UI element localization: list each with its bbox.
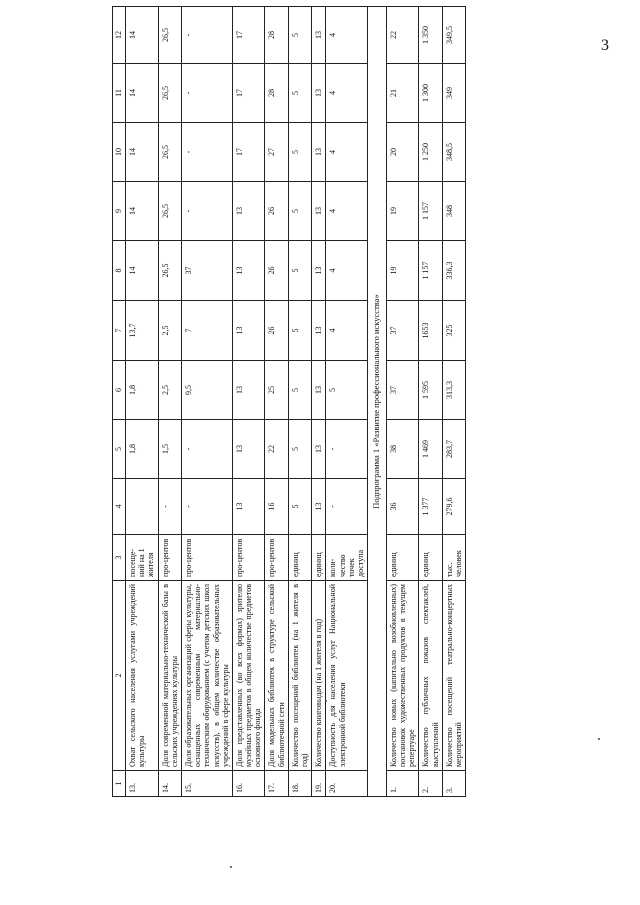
scan-speck <box>230 866 232 868</box>
column-header: 2 <box>113 581 126 771</box>
value-cell: 1 377 <box>419 479 442 535</box>
value-cell: 14 <box>126 64 159 123</box>
value-cell: 13 <box>312 420 326 479</box>
value-cell: - <box>326 420 368 479</box>
unit: тыс. человек <box>442 535 465 581</box>
value-cell: 17 <box>232 7 265 64</box>
value-cell: 5 <box>288 301 311 361</box>
unit: про-центов <box>181 535 232 581</box>
header-row <box>113 7 126 797</box>
scan-speck <box>325 700 327 702</box>
value-cell: 5 <box>288 7 311 64</box>
value-cell: 5 <box>288 361 311 420</box>
value-cell: 28 <box>265 7 288 64</box>
value-cell: 325 <box>442 301 465 361</box>
value-cell: 27 <box>265 123 288 182</box>
value-cell: 5 <box>326 361 368 420</box>
value-cell: 283,7 <box>442 420 465 479</box>
value-cell: - <box>181 420 232 479</box>
value-cell: - <box>181 7 232 64</box>
row-number: 15. <box>181 771 232 797</box>
unit: коли-чество точек доступа <box>326 535 368 581</box>
value-cell: 26,5 <box>158 64 181 123</box>
value-cell: 26 <box>265 241 288 301</box>
value-cell: 336,3 <box>442 241 465 301</box>
rotated-table-area <box>100 0 640 805</box>
row-number: 14. <box>158 771 181 797</box>
unit: посеще-ний на 1 жителя <box>126 535 159 581</box>
value-cell: 37 <box>386 361 419 420</box>
value-cell: 1 157 <box>419 241 442 301</box>
value-cell: 13,7 <box>126 301 159 361</box>
value-cell: 1 250 <box>419 123 442 182</box>
value-cell: 9,5 <box>181 361 232 420</box>
value-cell: 1 350 <box>419 7 442 64</box>
value-cell: 13 <box>232 479 265 535</box>
row-number: 13. <box>126 771 159 797</box>
column-header: 10 <box>113 123 126 182</box>
column-header: 7 <box>113 301 126 361</box>
value-cell: 13 <box>312 7 326 64</box>
value-cell: 279,6 <box>442 479 465 535</box>
value-cell: 5 <box>288 182 311 241</box>
value-cell: 1 469 <box>419 420 442 479</box>
value-cell: 4 <box>326 64 368 123</box>
value-cell: 38 <box>386 420 419 479</box>
value-cell: 17 <box>232 123 265 182</box>
value-cell: 13 <box>312 241 326 301</box>
value-cell: 1 300 <box>419 64 442 123</box>
value-cell: 1653 <box>419 301 442 361</box>
value-cell: 4 <box>326 123 368 182</box>
indicator-name: Количество публичных показов спектаклей, выступлений <box>419 581 442 771</box>
value-cell: 20 <box>386 123 419 182</box>
indicator-name: Количество посещений библиотек (на 1 жителя в год) <box>288 581 311 771</box>
column-header: 12 <box>113 7 126 64</box>
column-header: 9 <box>113 182 126 241</box>
row-number: 18. <box>288 771 311 797</box>
subprogram-title: Подпрограмма 1 «Развитие профессионального искусства» <box>368 7 387 797</box>
table-row <box>288 7 311 797</box>
value-cell: - <box>181 479 232 535</box>
value-cell: 37 <box>181 241 232 301</box>
indicator-name: Количество посещений театрально-концертных мероприятий <box>442 581 465 771</box>
unit: про-центов <box>232 535 265 581</box>
value-cell: 26 <box>265 182 288 241</box>
indicators-table <box>112 6 466 797</box>
column-header: 8 <box>113 241 126 301</box>
scan-speck <box>598 738 600 740</box>
value-cell: 4 <box>326 182 368 241</box>
value-cell: 14 <box>126 7 159 64</box>
table-row <box>126 7 159 797</box>
value-cell: 7 <box>181 301 232 361</box>
row-number: 20. <box>326 771 368 797</box>
indicator-name: Количество книговыдач (на 1 жителя в год) <box>312 581 326 771</box>
value-cell: 37 <box>386 301 419 361</box>
column-header: 3 <box>113 535 126 581</box>
table-row <box>312 7 326 797</box>
value-cell: 5 <box>288 241 311 301</box>
value-cell: 19 <box>386 182 419 241</box>
value-cell: 349,5 <box>442 7 465 64</box>
row-number: 3. <box>442 771 465 797</box>
value-cell: 13 <box>232 361 265 420</box>
value-cell: 4 <box>326 7 368 64</box>
value-cell: 5 <box>288 420 311 479</box>
value-cell: 5 <box>288 64 311 123</box>
unit: про-центов <box>158 535 181 581</box>
table-row <box>181 7 232 797</box>
indicator-name: Охват сельского населения услугами учреждений культуры <box>126 581 159 771</box>
unit: единиц <box>386 535 419 581</box>
column-header: 6 <box>113 361 126 420</box>
table-row <box>326 7 368 797</box>
value-cell: 14 <box>126 123 159 182</box>
value-cell: 5 <box>288 123 311 182</box>
indicator-name: Доля образовательных организаций сферы культуры, оснащенных современным материально-техническим оборудованием (с учетом детских школ искусств), в общем количестве образовательных учреждений в сфере культуры <box>181 581 232 771</box>
indicator-name: Количество новых (капитально возобновленных) постановок художественных продуктов в текущем репертуаре <box>386 581 419 771</box>
value-cell: 1,8 <box>126 420 159 479</box>
value-cell: 22 <box>265 420 288 479</box>
indicator-name: Доступность для населения услуг Национальной электронной библиотеки <box>326 581 368 771</box>
value-cell: 28 <box>265 64 288 123</box>
table-row <box>232 7 265 797</box>
value-cell: 13 <box>312 301 326 361</box>
value-cell: 13 <box>232 182 265 241</box>
column-header: 1 <box>113 771 126 797</box>
value-cell: - <box>326 479 368 535</box>
value-cell: 13 <box>232 301 265 361</box>
column-header: 11 <box>113 64 126 123</box>
indicator-name: Доля модельных библиотек в структуре сельской библиотечной сети <box>265 581 288 771</box>
row-number: 19. <box>312 771 326 797</box>
value-cell: 348 <box>442 182 465 241</box>
table-row <box>265 7 288 797</box>
value-cell: 5 <box>288 479 311 535</box>
page-number: 3 <box>601 37 609 54</box>
unit: единиц <box>419 535 442 581</box>
value-cell: 26,5 <box>158 7 181 64</box>
value-cell: 13 <box>312 479 326 535</box>
value-cell: 13 <box>312 64 326 123</box>
value-cell: 16 <box>265 479 288 535</box>
column-header: 5 <box>113 420 126 479</box>
value-cell: 348,5 <box>442 123 465 182</box>
value-cell: 313,3 <box>442 361 465 420</box>
subprogram-row <box>368 7 387 797</box>
value-cell: 26 <box>265 301 288 361</box>
value-cell: 4 <box>326 241 368 301</box>
value-cell: 13 <box>312 361 326 420</box>
value-cell: 13 <box>312 182 326 241</box>
value-cell: 13 <box>232 241 265 301</box>
value-cell: 26,5 <box>158 123 181 182</box>
subprogram-table-row <box>419 7 442 797</box>
value-cell: 19 <box>386 241 419 301</box>
value-cell: - <box>181 64 232 123</box>
unit: про-центов <box>265 535 288 581</box>
value-cell: 1 595 <box>419 361 442 420</box>
value-cell: 13 <box>232 420 265 479</box>
value-cell: 2,5 <box>158 301 181 361</box>
unit: единиц <box>288 535 311 581</box>
value-cell: 349 <box>442 64 465 123</box>
value-cell: 25 <box>265 361 288 420</box>
value-cell: 1,8 <box>126 361 159 420</box>
indicator-name: Доля современной материально-технической базы в сельских учреждениях культуры <box>158 581 181 771</box>
row-number: 17. <box>265 771 288 797</box>
row-number: 1. <box>386 771 419 797</box>
column-header: 4 <box>113 479 126 535</box>
value-cell: 2,5 <box>158 361 181 420</box>
value-cell: 36 <box>386 479 419 535</box>
value-cell: - <box>158 479 181 535</box>
value-cell: - <box>181 123 232 182</box>
row-number: 16. <box>232 771 265 797</box>
value-cell: 13 <box>312 123 326 182</box>
value-cell: 22 <box>386 7 419 64</box>
value-cell: - <box>181 182 232 241</box>
subprogram-table-row <box>442 7 465 797</box>
value-cell: 14 <box>126 182 159 241</box>
value-cell: 14 <box>126 241 159 301</box>
value-cell: 4 <box>326 301 368 361</box>
value-cell: 26,5 <box>158 241 181 301</box>
value-cell: 1 157 <box>419 182 442 241</box>
unit: единиц <box>312 535 326 581</box>
table-row <box>158 7 181 797</box>
subprogram-table-row <box>386 7 419 797</box>
value-cell: 1,5 <box>158 420 181 479</box>
value-cell <box>126 479 159 535</box>
value-cell: 17 <box>232 64 265 123</box>
value-cell: 21 <box>386 64 419 123</box>
value-cell: 26,5 <box>158 182 181 241</box>
row-number: 2. <box>419 771 442 797</box>
indicator-name: Доля представленных (во всех формах) зрителю музейных предметов в общем количестве предметов основного фонда <box>232 581 265 771</box>
